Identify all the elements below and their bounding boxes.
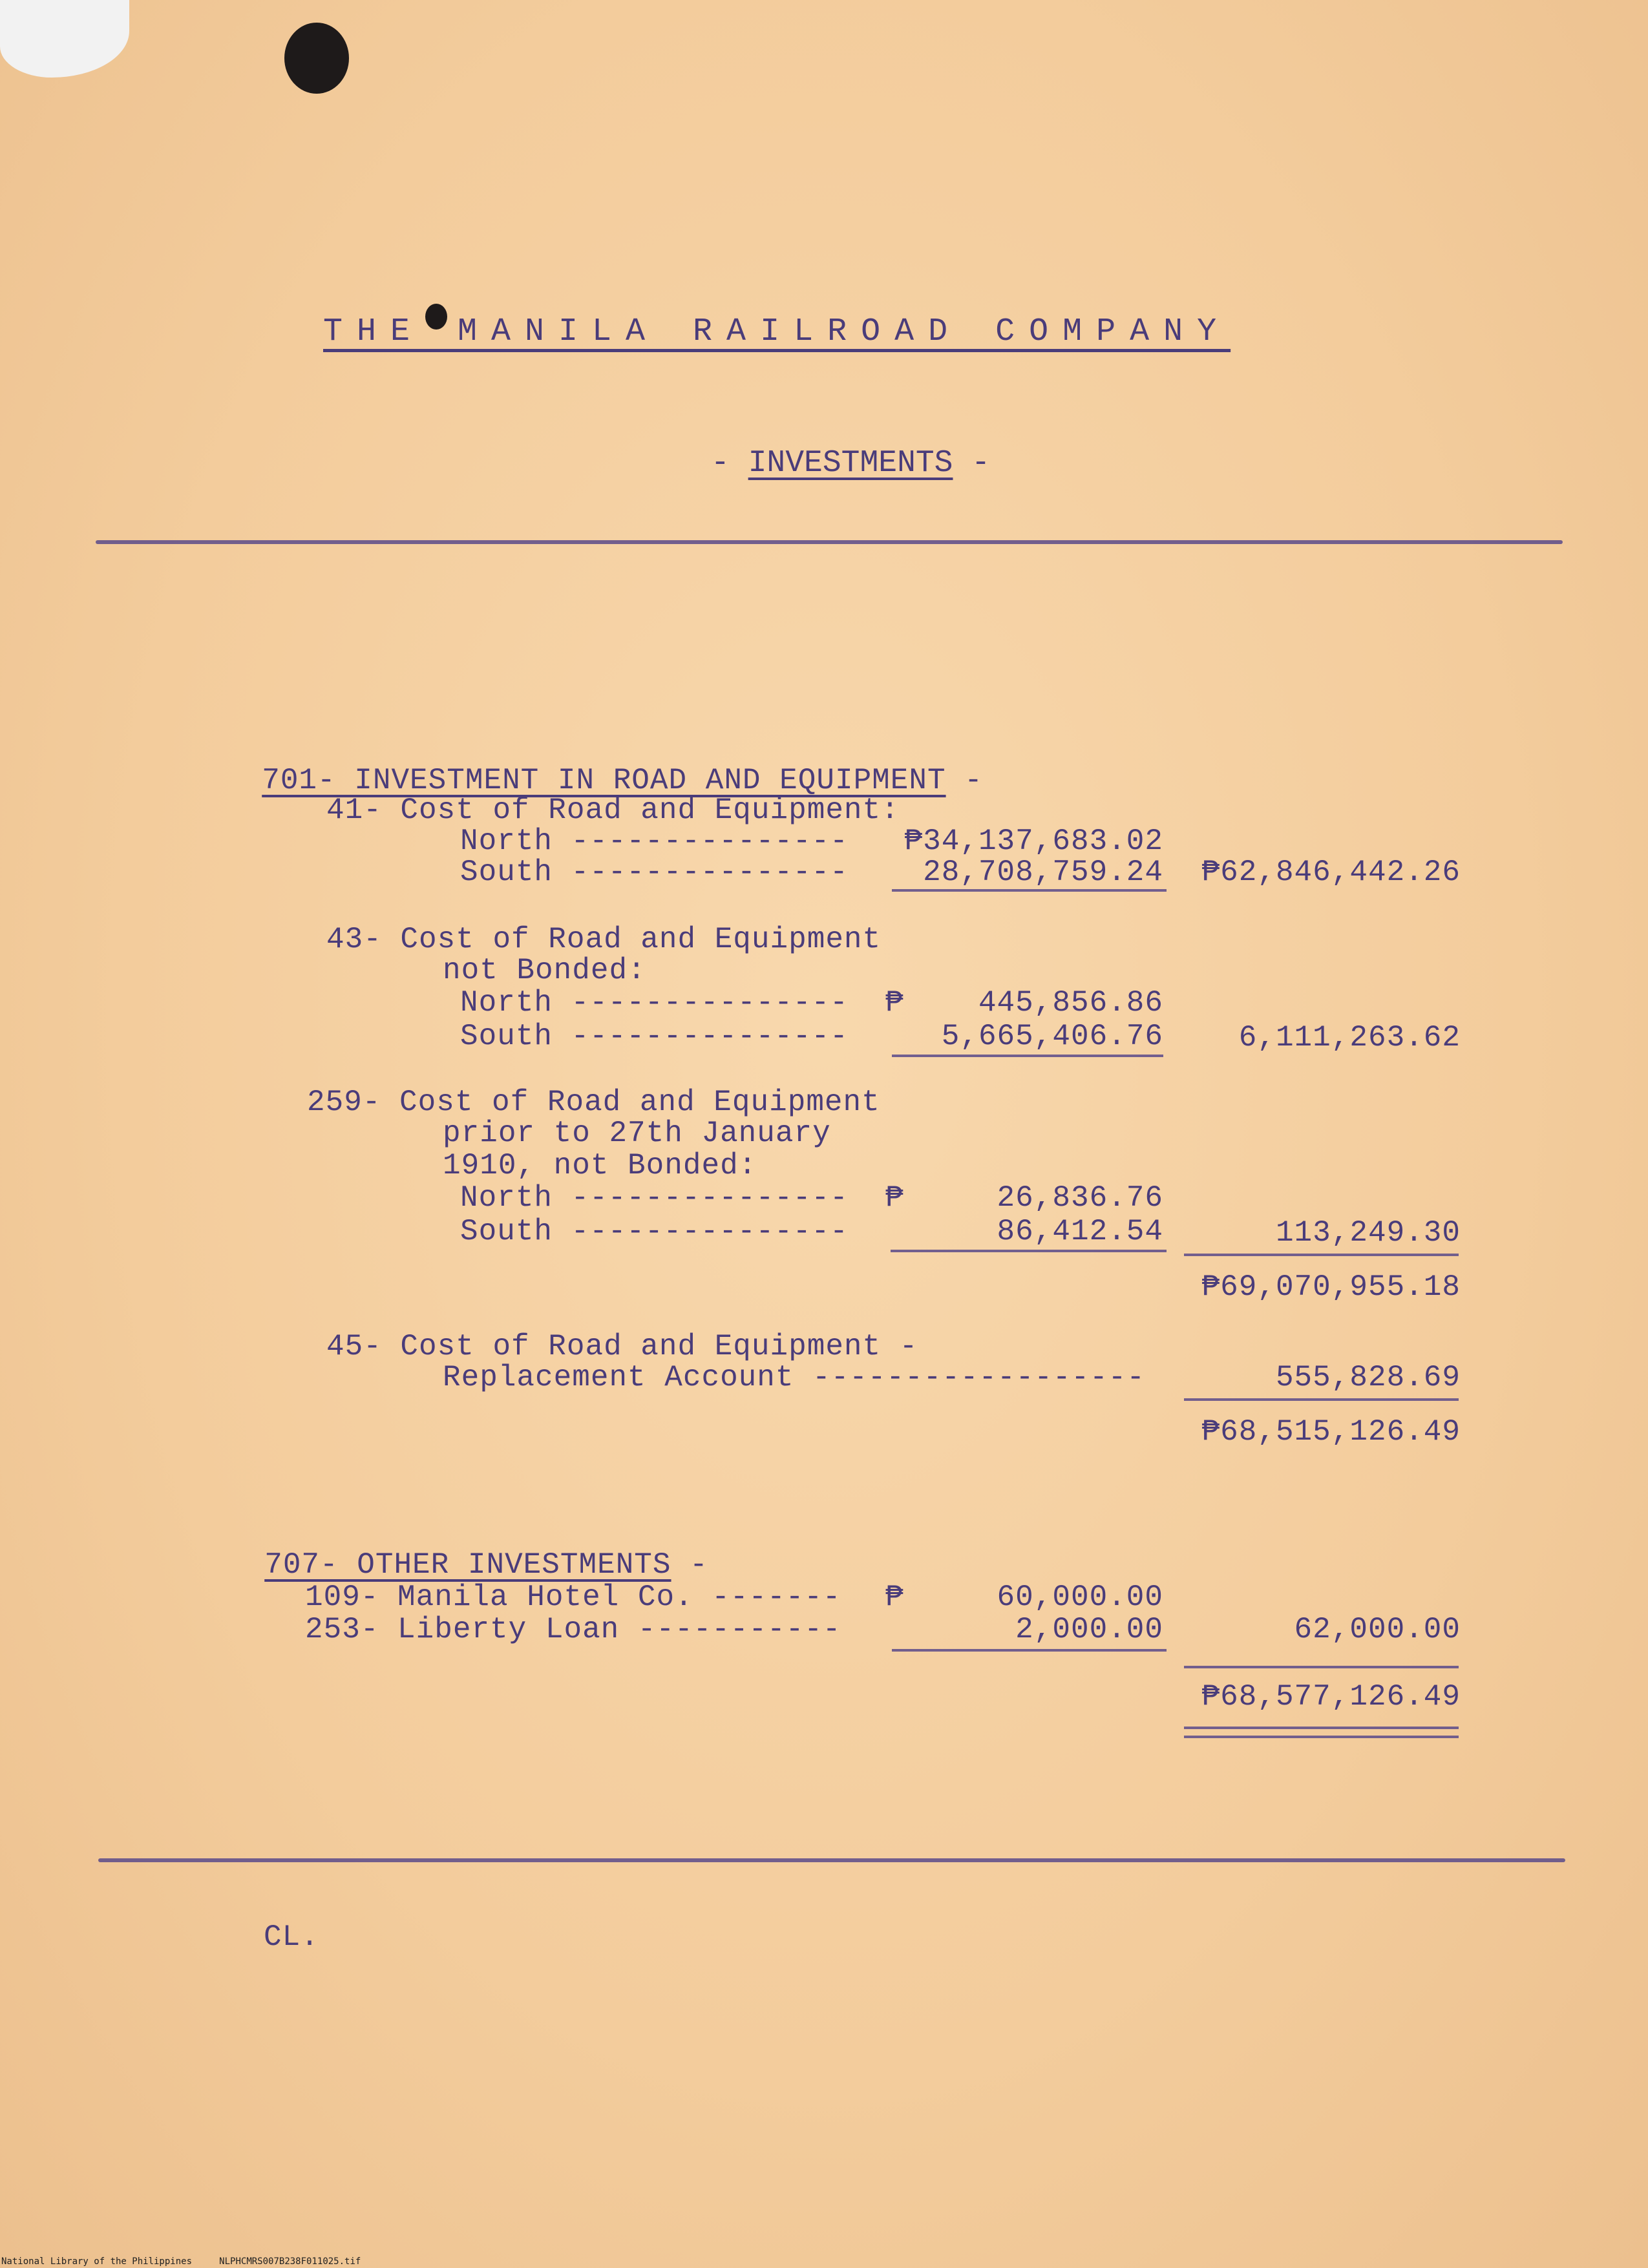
item-43-label-2: not Bonded: — [443, 954, 646, 987]
item-253-underline — [892, 1649, 1167, 1652]
section-701-dash: - — [964, 764, 983, 797]
section-707-dash: - — [690, 1548, 708, 1582]
title-dash-left: - — [711, 446, 730, 481]
item-43-south-value: 5,665,406.76 — [941, 1020, 1163, 1053]
section-701-heading: 701- INVESTMENT IN ROAD AND EQUIPMENT — [262, 764, 946, 797]
company-title: THE MANILA RAILROAD COMPANY — [323, 313, 1231, 350]
item-259-label-2: prior to 27th January — [443, 1117, 831, 1150]
item-259-north-label: North --------------- — [460, 1181, 849, 1215]
item-259-north-value: 26,836.76 — [997, 1181, 1163, 1215]
section-707-heading: 707- OTHER INVESTMENTS — [264, 1548, 671, 1582]
section-title: INVESTMENTS — [748, 446, 953, 481]
item-259-south-label: South --------------- — [460, 1215, 849, 1248]
subtotal-1-line — [1184, 1254, 1459, 1256]
item-45-label: 45- Cost of Road and Equipment - — [326, 1330, 918, 1363]
file-name: NLPHCMRS007B238F011025.tif — [219, 2256, 361, 2267]
item-45-underline — [1184, 1398, 1459, 1401]
item-41-total: ₱62,846,442.26 — [1201, 856, 1461, 889]
grand-total-double-line-2 — [1184, 1736, 1459, 1738]
typist-initials: CL. — [264, 1920, 319, 1954]
item-45-value: 555,828.69 — [1275, 1361, 1461, 1394]
item-259-label-3: 1910, not Bonded: — [443, 1149, 757, 1182]
item-259-label: 259- Cost of Road and Equipment — [307, 1086, 880, 1119]
bottom-divider — [98, 1858, 1565, 1862]
item-41-north-value: ₱34,137,683.02 — [904, 824, 1163, 858]
grand-total-double-line-1 — [1184, 1727, 1459, 1729]
item-259-total: 113,249.30 — [1275, 1216, 1461, 1250]
item-41-south-label: South --------------- — [460, 856, 849, 889]
ink-blot-top — [284, 23, 349, 94]
subtotal-1: ₱69,070,955.18 — [1201, 1270, 1461, 1304]
item-43-label: 43- Cost of Road and Equipment — [326, 923, 882, 956]
item-43-north-peso: ₱ — [885, 986, 904, 1020]
archive-name: National Library of the Philippines — [1, 2256, 193, 2267]
item-41-underline — [892, 889, 1167, 892]
section-title-row — [711, 446, 990, 481]
item-43-north-label: North --------------- — [460, 986, 849, 1020]
item-41-north-label: North --------------- — [460, 824, 849, 858]
item-259-north-peso: ₱ — [885, 1181, 904, 1215]
item-41-label: 41- Cost of Road and Equipment: — [326, 793, 900, 827]
item-259-underline — [891, 1250, 1167, 1252]
archive-footer — [1, 2256, 361, 2267]
item-109-peso: ₱ — [885, 1580, 904, 1614]
section-701-total: ₱68,515,126.49 — [1201, 1415, 1461, 1449]
item-253-label: 253- Liberty Loan ----------- — [305, 1613, 841, 1646]
item-253-value: 2,000.00 — [1015, 1613, 1163, 1646]
grand-total-top-line — [1184, 1666, 1459, 1668]
item-41-south-value: 28,708,759.24 — [923, 856, 1163, 889]
item-43-north-value: 445,856.86 — [978, 986, 1163, 1020]
item-43-south-label: South --------------- — [460, 1020, 849, 1053]
section-707-total: 62,000.00 — [1294, 1613, 1461, 1646]
grand-total: ₱68,577,126.49 — [1201, 1680, 1461, 1714]
section-701-heading-row — [225, 730, 983, 797]
section-707-heading-row — [227, 1515, 708, 1582]
item-109-value: 60,000.00 — [997, 1580, 1163, 1614]
item-45-label-2: Replacement Account ------------------ — [443, 1361, 1145, 1394]
item-43-total: 6,111,263.62 — [1238, 1021, 1461, 1055]
item-109-label: 109- Manila Hotel Co. ------- — [305, 1580, 841, 1614]
item-43-underline — [892, 1055, 1163, 1057]
title-dash-right: - — [971, 446, 991, 481]
item-259-south-value: 86,412.54 — [997, 1215, 1163, 1248]
top-divider — [96, 540, 1563, 544]
